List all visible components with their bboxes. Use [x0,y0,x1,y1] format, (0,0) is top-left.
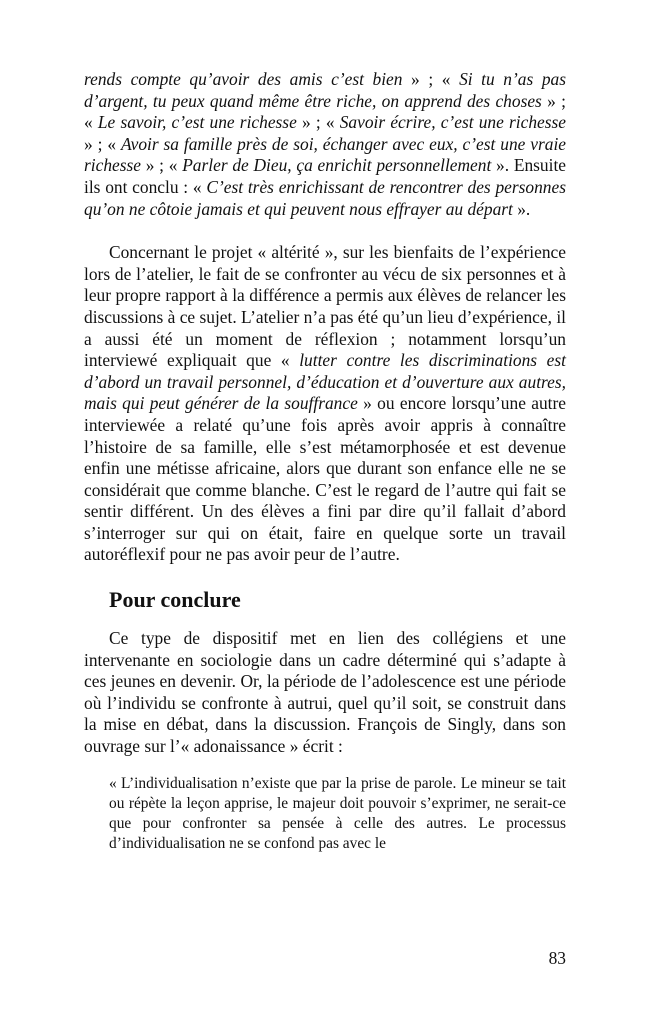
italic-quote-run: Si tu n’as pas d’argent, tu peux quand même être riche, on apprend des choses [84,69,566,111]
paragraph-conclusion: Ce type de dispositif met en lien des collégiens et une intervenante en sociologie dans un cadre déterminé qui s’adapte à ces jeunes en devenir. Or, la période de l’adolescence est une période où l’individu se confronte à autrui, quel qu’il soit, se construit dans la mise en débat, dans la discussion. François de Singly, dans son ouvrage sur l’« adonaissance » écrit : [84,628,566,757]
italic-quote-run: Avoir sa famille près de soi, échanger avec eux, c’est une vraie richesse [84,133,567,176]
italic-quote-run: Parler de Dieu, ça enrichit personnellement [182,155,492,176]
italic-quote-run: C’est très enrichissant de rencontrer des personnes qu’on ne côtoie jamais et qui peuvent nous effrayer au départ [84,176,566,219]
text-run: ». [512,198,531,219]
page-number: 83 [548,948,566,968]
page-body [84,69,566,854]
text-run: » ; « [402,69,460,89]
block-quote: « L’individualisation n’existe que par la prise de parole. Le mineur se tait ou répète la leçon apprise, le majeur doit pouvoir s’exprimer, ne serait-ce que pour confronter sa pensée à celle des autres. Le processus d’individualisation ne se confond pas avec le [109,774,566,852]
text-run: » ; « [84,133,121,154]
text-run: ». Ensuite ils ont conclu : « [84,155,566,197]
text-run: » ; « [296,112,340,133]
italic-quote-run: lutter contre les discriminations est d’abord un travail personnel, d’éducation et d’ouverture aux autres, mais qui peut générer de la souffrance [84,350,566,414]
paragraph-alterite [84,242,566,566]
paragraph-continuation [84,69,566,220]
italic-quote-run: Le savoir, c’est une richesse [97,112,297,133]
text-run: » ; « [141,155,183,176]
text-run: Concernant le projet « altérité », sur les bienfaits de l’expérience lors de l’atelier, le fait de se confronter au vécu de six personnes et à leur propre rapport à la différence a permis aux élèves de relancer les discussions à ce sujet. L’atelier n’a pas été qu’un lieu d’expérience, il a aussi été un moment de réflexion ; notamment lorsqu’un interviewé expliquait que « [84,242,566,371]
text-run: » ; « [84,90,566,133]
text-run: » ou encore lorsqu’une autre interviewée a relaté qu’une fois après avoir appris à connaître l’histoire de sa famille, elle s’est métamorphosée et est devenue enfin une métisse africaine, alors que durant son enfance elle ne se considérait que comme blanche. C’est le regard de l’autre qui fait se sentir différent. Un des élèves a fini par dire qu’il fallait d’abord s’interroger sur qui on était, faire en quelque sorte un travail autoréflexif pour ne pas avoir peur de l’autre. [84,393,567,565]
italic-quote-run: rends compte qu’avoir des amis c’est bien [84,69,403,89]
section-heading: Pour conclure [109,587,241,613]
italic-quote-run: Savoir écrire, c’est une richesse [339,112,566,133]
